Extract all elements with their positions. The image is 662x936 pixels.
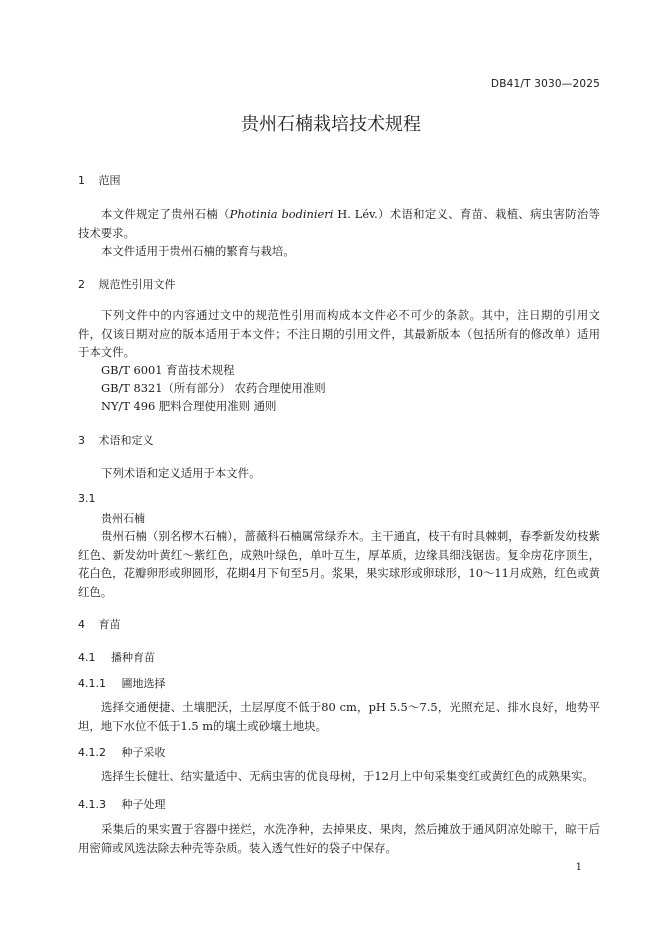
page-number: 1 [575, 862, 582, 873]
section-number: 3 [78, 434, 85, 447]
scope-text-2: 本文件适用于贵州石楠的繁育与栽培。 [101, 244, 295, 258]
subsection-number: 4.1.2 [78, 746, 106, 759]
subsection-4-1-heading [78, 649, 155, 665]
reference-item: NY/T 496 肥料合理使用准则 通则 [101, 399, 277, 413]
section-title: 术语和定义 [98, 434, 154, 447]
term-definition [78, 527, 600, 601]
subsection-number: 4.1.1 [78, 677, 106, 690]
section-1-heading [78, 172, 121, 188]
subsection-title: 种子采收 [121, 746, 166, 759]
section-title: 范围 [98, 174, 121, 187]
section-number: 1 [78, 174, 85, 187]
normative-references-paragraph [78, 306, 600, 362]
section-title: 育苗 [98, 618, 121, 631]
subsection-4-1-3-heading [78, 796, 166, 812]
references-intro: 下列文件中的内容通过文中的规范性引用而构成本文件必不可少的条款。其中，注日期的引用文件，仅该日期对应的版本适用于本文件；不注日期的引用文件，其最新版本（包括所有的修改单）适用于本文件。 [78, 308, 600, 359]
section-number: 2 [78, 278, 85, 291]
scope-text-1: 本文件规定了贵州石楠（Photinia bodinieri H. Lév.）术语和定义、育苗、栽植、病虫害防治等技术要求。 [78, 207, 600, 240]
seed-treatment-paragraph [78, 820, 600, 857]
seed-treatment-text: 采集后的果实置于容器中搓烂，水洗净种，去掉果皮、果肉，然后摊放于通风阴凉处晾干，晾干后用密筛或风选法除去种壳等杂质。装入透气性好的袋子中保存。 [78, 822, 600, 855]
section-number: 4 [78, 618, 85, 631]
section-2-heading [78, 276, 176, 292]
latin-name: Photinia bodinieri [229, 207, 334, 221]
subsection-4-1-1-heading [78, 675, 166, 691]
seed-collection-paragraph [78, 767, 600, 786]
term-number: 3.1 [78, 492, 96, 505]
nursery-selection-paragraph [78, 698, 600, 735]
standard-code: DB41/T 3030—2025 [490, 78, 600, 90]
reference-item: GB/T 6001 育苗技术规程 [101, 363, 235, 377]
subsection-number: 4.1 [78, 651, 96, 664]
section-title: 规范性引用文件 [98, 278, 176, 291]
subsection-title: 种子处理 [121, 798, 166, 811]
seed-collection-text: 选择生长健壮、结实量适中、无病虫害的优良母树，于12月上中旬采集变红或黄红色的成熟果实。 [101, 769, 594, 783]
reference-item: GB/T 8321（所有部分） 农药合理使用准则 [101, 381, 326, 395]
subsection-title: 播种育苗 [111, 651, 155, 664]
nursery-selection-text: 选择交通便捷、土壤肥沃，土层厚度不低于80 cm，pH 5.5～7.5，光照充足、排水良好，地势平坦，地下水位不低于1.5 m的壤土或砂壤土地块。 [78, 700, 600, 733]
scope-paragraph [78, 205, 600, 261]
subsection-title: 圃地选择 [121, 677, 166, 690]
section-3-heading [78, 432, 154, 448]
section-4-heading [78, 616, 121, 632]
document-title: 贵州石楠栽培技术规程 [241, 114, 421, 135]
terms-intro-paragraph [78, 464, 600, 483]
subsection-number: 4.1.3 [78, 798, 106, 811]
subsection-4-1-2-heading [78, 744, 166, 760]
term-definition-text: 贵州石楠（别名椤木石楠），蔷薇科石楠属常绿乔木。主干通直，枝干有时具棘刺，春季新发幼枝紫红色、新发幼叶黄红～紫红色，成熟叶绿色，单叶互生，厚革质，边缘具细浅锯齿。复伞房花序顶生，花白色，花瓣卵形或卵圆形，花期4月下旬至5月。浆果，果实球形或卵球形，10～11月成熟，红色或黄红色。 [78, 529, 600, 599]
term-name: 贵州石楠 [101, 512, 145, 525]
terms-intro: 下列术语和定义适用于本文件。 [101, 466, 261, 480]
